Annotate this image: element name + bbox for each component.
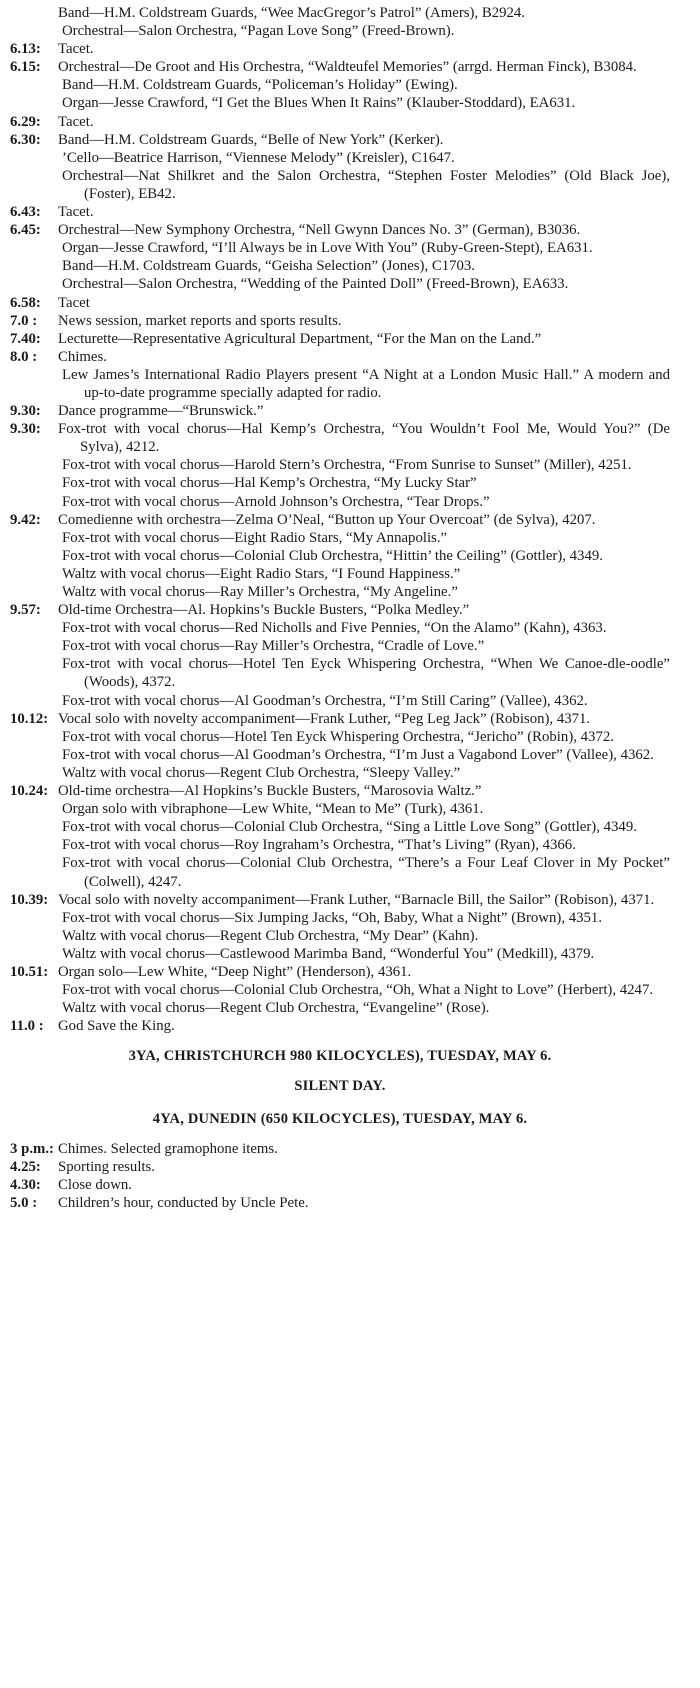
time-slot: 5.0 :	[10, 1194, 38, 1211]
schedule-entry	[10, 601, 670, 710]
programme-items	[58, 782, 670, 891]
programme-items	[58, 710, 670, 782]
programme-item: Fox-trot with vocal chorus—Eight Radio Stars, “My Annapolis.”	[62, 529, 448, 546]
time-slot: 10.12:	[10, 710, 49, 727]
time-slot: 6.13:	[10, 41, 41, 58]
programme-item: ’Cello—Beatrice Harrison, “Viennese Melody” (Kreisler), C1647.	[62, 149, 455, 166]
programme-item: Organ solo with vibraphone—Lew White, “Mean to Me” (Turk), 4361.	[62, 801, 484, 818]
programme-items	[58, 330, 670, 348]
programme-items	[58, 221, 670, 293]
schedule-entry	[10, 113, 670, 131]
programme-items	[58, 4, 670, 40]
programme-item: Fox-trot with vocal chorus—Hotel Ten Eyck Whispering Orchestra, “Jericho” (Robin), 4372.	[62, 728, 614, 745]
programme-item: Tacet.	[58, 113, 94, 130]
dunedin-heading: 4YA, DUNEDIN (650 KILOCYCLES), TUESDAY, MAY 6.	[152, 1110, 528, 1127]
programme-items	[58, 511, 670, 601]
schedule-entry	[10, 348, 670, 402]
dunedin-schedule	[10, 1140, 670, 1212]
programme-items	[58, 1194, 670, 1212]
programme-items	[58, 420, 670, 510]
schedule-entry	[10, 330, 670, 348]
time-slot: 6.15:	[10, 59, 41, 76]
programme-item: Sporting results.	[58, 1158, 156, 1175]
programme-item: Vocal solo with novelty accompaniment—Frank Luther, “Barnacle Bill, the Sailor” (Robison), 4371.	[58, 891, 655, 908]
programme-items	[58, 601, 670, 710]
time-slot: 8.0 :	[10, 348, 38, 365]
programme-item: Waltz with vocal chorus—Regent Club Orchestra, “Evangeline” (Rose).	[62, 1000, 490, 1017]
programme-items	[58, 113, 670, 131]
programme-item: Organ solo—Lew White, “Deep Night” (Henderson), 4361.	[58, 963, 412, 980]
programme-item: Fox-trot with vocal chorus—Red Nicholls and Five Pennies, “On the Alamo” (Kahn), 4363.	[62, 620, 607, 637]
programme-item: Fox-trot with vocal chorus—Hal Kemp’s Orchestra, “My Lucky Star”	[62, 475, 477, 492]
programme-item: Children’s hour, conducted by Uncle Pete.	[58, 1194, 309, 1211]
programme-item: Fox-trot with vocal chorus—Colonial Club Orchestra, “Hittin’ the Ceiling” (Gottler), 4349.	[62, 547, 603, 564]
programme-item: Fox-trot with vocal chorus—Harold Stern’s Orchestra, “From Sunrise to Sunset” (Miller), 4251.	[62, 457, 632, 474]
schedule-entry	[10, 58, 670, 112]
time-slot: 7.0 :	[10, 312, 38, 329]
programme-item: Organ—Jesse Crawford, “I Get the Blues When It Rains” (Klauber-Stoddard), EA631.	[62, 95, 576, 112]
schedule-entry	[10, 1194, 670, 1212]
programme-item: Orchestral—Salon Orchestra, “Pagan Love Song” (Freed-Brown).	[62, 23, 455, 40]
schedule-entry	[10, 963, 670, 1017]
programme-item: Fox-trot with vocal chorus—Al Goodman’s Orchestra, “I’m Just a Vagabond Lover” (Vallee), 4362.	[62, 746, 654, 763]
programme-items	[58, 402, 670, 420]
schedule-entry	[10, 312, 670, 330]
programme-item: Fox-trot with vocal chorus—Hotel Ten Eyck Whispering Orchestra, “When We Canoe-dle-oodle” (Woods), 4372.	[62, 656, 670, 691]
programme-items	[58, 203, 670, 221]
schedule-entry	[10, 1140, 670, 1158]
programme-item: Comedienne with orchestra—Zelma O’Neal, “Button up Your Overcoat” (de Sylva), 4207.	[58, 511, 596, 528]
programme-items	[58, 294, 670, 312]
schedule-entry	[10, 1017, 670, 1035]
programme-item: Fox-trot with vocal chorus—Roy Ingraham’s Orchestra, “That’s Living” (Ryan), 4366.	[62, 837, 576, 854]
christchurch-silent-day: SILENT DAY.	[294, 1078, 386, 1095]
schedule-entry	[10, 294, 670, 312]
programme-item: Band—H.M. Coldstream Guards, “Geisha Selection” (Jones), C1703.	[62, 258, 476, 275]
programme-item: Band—H.M. Coldstream Guards, “Wee MacGregor’s Patrol” (Amers), B2924.	[58, 5, 525, 21]
programme-item: Fox-trot with vocal chorus—Colonial Club Orchestra, “Oh, What a Night to Love” (Herbert), 4247.	[62, 982, 654, 999]
time-slot: 7.40:	[10, 330, 41, 347]
time-slot: 6.58:	[10, 294, 41, 311]
time-slot: 6.43:	[10, 204, 41, 221]
time-slot: 9.30:	[10, 421, 41, 438]
programme-items	[58, 58, 670, 112]
programme-item: Orchestral—New Symphony Orchestra, “Nell Gwynn Dances No. 3” (German), B3036.	[58, 222, 581, 239]
programme-item: Fox-trot with vocal chorus—Colonial Club Orchestra, “Sing a Little Love Song” (Gottler), 4349.	[62, 819, 637, 836]
schedule-entry	[10, 511, 670, 601]
schedule-entry	[10, 891, 670, 963]
time-slot: 10.24:	[10, 783, 49, 800]
programme-item: Organ—Jesse Crawford, “I’ll Always be in Love With You” (Ruby-Green-Stept), EA631.	[62, 240, 593, 257]
programme-item: Close down.	[58, 1176, 132, 1193]
programme-item: Lew James’s International Radio Players present “A Night at a London Music Hall.” A modern and up-to-date programme specially adapted for radio.	[62, 366, 670, 401]
programme-item: Chimes. Selected gramophone items.	[58, 1140, 278, 1157]
programme-item: News session, market reports and sports results.	[58, 312, 342, 329]
schedule-entry	[10, 203, 670, 221]
programme-item: Orchestral—Salon Orchestra, “Wedding of the Painted Doll” (Freed-Brown), EA633.	[62, 276, 569, 293]
programme-item: Orchestral—De Groot and His Orchestra, “Waldteufel Memories” (arrgd. Herman Finck), B3084.	[58, 59, 637, 76]
programme-items	[58, 1140, 670, 1158]
schedule-entry	[10, 221, 670, 293]
programme-item: Waltz with vocal chorus—Eight Radio Stars, “I Found Happiness.”	[62, 565, 461, 582]
programme-items	[58, 1017, 670, 1035]
programme-items	[58, 1176, 670, 1194]
programme-items	[58, 312, 670, 330]
programme-item: God Save the King.	[58, 1018, 175, 1035]
programme-item: Waltz with vocal chorus—Ray Miller’s Orchestra, “My Angeline.”	[62, 584, 458, 600]
programme-item: Tacet	[58, 294, 90, 311]
programme-item: Waltz with vocal chorus—Castlewood Marimba Band, “Wonderful You” (Medkill), 4379.	[62, 945, 595, 962]
programme-item: Tacet.	[58, 204, 94, 221]
programme-item: Fox-trot with vocal chorus—Hal Kemp’s Orchestra, “You Wouldn’t Fool Me, Would You?” (De Sylva), 4212.	[58, 421, 670, 456]
time-slot: 6.45:	[10, 222, 41, 239]
programme-item: Fox-trot with vocal chorus—Al Goodman’s Orchestra, “I’m Still Caring” (Vallee), 4362.	[62, 692, 588, 709]
time-slot: 9.42:	[10, 511, 41, 528]
schedule-entry	[10, 710, 670, 782]
programme-item: Orchestral—Nat Shilkret and the Salon Orchestra, “Stephen Foster Melodies” (Old Black Joe), (Foster), EB42.	[62, 167, 670, 202]
programme-items	[58, 348, 670, 402]
programme-item: Lecturette—Representative Agricultural Department, “For the Man on the Land.”	[58, 330, 542, 347]
programme-item: Old-time orchestra—Al Hopkins’s Buckle Busters, “Marosovia Waltz.”	[58, 783, 482, 800]
schedule-entry	[10, 1158, 670, 1176]
time-slot: 6.29:	[10, 113, 41, 130]
programme-item: Vocal solo with novelty accompaniment—Frank Luther, “Peg Leg Jack” (Robison), 4371.	[58, 710, 591, 727]
programme-item: Chimes.	[58, 348, 107, 365]
programme-item: Waltz with vocal chorus—Regent Club Orchestra, “My Dear” (Kahn).	[62, 927, 479, 944]
programme-item: Fox-trot with vocal chorus—Ray Miller’s Orchestra, “Cradle of Love.”	[62, 638, 485, 655]
time-slot: 4.25:	[10, 1158, 41, 1175]
wellington-schedule	[10, 4, 670, 1035]
schedule-entry	[10, 1176, 670, 1194]
radio-programme-page	[10, 0, 670, 1212]
schedule-entry	[10, 782, 670, 891]
time-slot: 6.30:	[10, 131, 41, 148]
time-slot: 11.0 :	[10, 1018, 44, 1035]
programme-item: Waltz with vocal chorus—Regent Club Orchestra, “Sleepy Valley.”	[62, 764, 461, 781]
programme-item: Fox-trot with vocal chorus—Colonial Club Orchestra, “There’s a Four Leaf Clover in My Pocket” (Colwell), 4247.	[62, 855, 670, 890]
programme-items	[58, 40, 670, 58]
programme-item: Band—H.M. Coldstream Guards, “Belle of New York” (Kerker).	[58, 131, 444, 148]
programme-items	[58, 1158, 670, 1176]
programme-item: Fox-trot with vocal chorus—Six Jumping Jacks, “Oh, Baby, What a Night” (Brown), 4351.	[62, 909, 603, 926]
programme-item: Fox-trot with vocal chorus—Arnold Johnson’s Orchestra, “Tear Drops.”	[62, 493, 490, 510]
christchurch-heading: 3YA, CHRISTCHURCH 980 KILOCYCLES), TUESDAY, MAY 6.	[128, 1048, 552, 1065]
schedule-entry	[10, 4, 670, 40]
programme-items	[58, 963, 670, 1017]
time-slot: 3 p.m.:	[10, 1140, 54, 1157]
programme-items	[58, 131, 670, 203]
programme-item: Band—H.M. Coldstream Guards, “Policeman’s Holiday” (Ewing).	[62, 77, 458, 94]
programme-item: Tacet.	[58, 41, 94, 58]
time-slot	[10, 4, 58, 40]
programme-item: Old-time Orchestra—Al. Hopkins’s Buckle Busters, “Polka Medley.”	[58, 602, 470, 619]
schedule-entry	[10, 420, 670, 510]
time-slot: 4.30:	[10, 1176, 41, 1193]
programme-items	[58, 891, 670, 963]
programme-item: Dance programme—“Brunswick.”	[58, 403, 264, 420]
schedule-entry	[10, 402, 670, 420]
schedule-entry	[10, 40, 670, 58]
schedule-entry	[10, 131, 670, 203]
time-slot: 9.30:	[10, 403, 41, 420]
time-slot: 9.57:	[10, 602, 41, 619]
time-slot: 10.39:	[10, 891, 49, 908]
time-slot: 10.51:	[10, 963, 49, 980]
